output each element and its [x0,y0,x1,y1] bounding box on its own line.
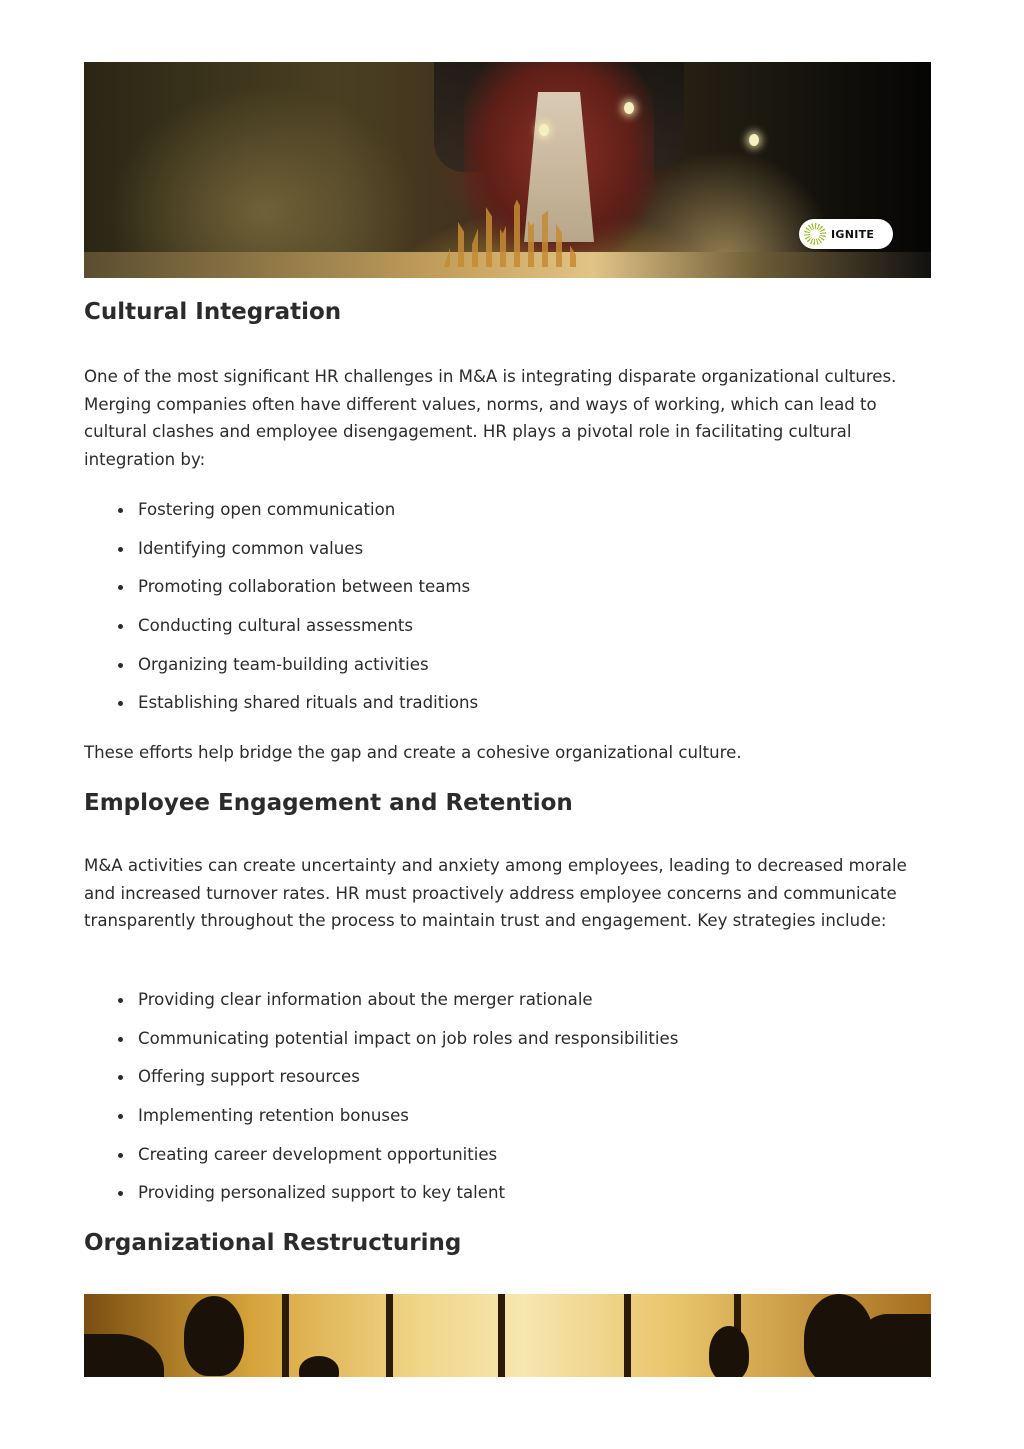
logo-text: IGNITE [831,227,875,241]
ignite-logo [799,219,893,249]
window-frame [282,1294,289,1377]
sun-icon [804,223,826,245]
window-frame [386,1294,393,1377]
silhouette [84,1334,164,1377]
section-heading: Organizational Restructuring [84,1230,462,1256]
list-item: Communicating potential impact on job roles and responsibilities [116,1027,916,1066]
list-item: Promoting collaboration between teams [116,575,916,614]
window-frame [624,1294,631,1377]
list-item: Implementing retention bonuses [116,1104,916,1143]
light-dot [749,134,759,146]
list-item: Providing clear information about the merger rationale [116,988,916,1027]
silhouette [184,1296,244,1376]
light-dot [539,124,549,136]
window-frame [498,1294,505,1377]
document-page [84,62,931,1256]
list-item: Establishing shared rituals and traditions [116,691,916,730]
list-item: Conducting cultural assessments [116,614,916,653]
boardroom-photo [84,1294,931,1377]
list-item: Offering support resources [116,1065,916,1104]
light-dot [624,102,634,114]
silhouette [709,1326,749,1377]
list-item: Organizing team-building activities [116,653,916,692]
list-item: Creating career development opportunities [116,1143,916,1182]
section-heading: Cultural Integration [84,299,342,325]
meeting-photo [84,62,931,278]
silhouette [299,1356,339,1377]
bullet-list [116,498,916,730]
section-intro: One of the most significant HR challenges in M&A is integrating disparate organizational cultures. Merging companies often have different values, norms, and ways of working, which can lead to cultural clashes and employee disengagement. HR plays a pivotal role in facilitating cultural integration by: [84,367,897,469]
list-item: Fostering open communication [116,498,916,537]
list-item: Identifying common values [116,537,916,576]
silhouette [859,1314,931,1377]
section-intro: M&A activities can create uncertainty and anxiety among employees, leading to decreased morale and increased turnover rates. HR must proactively address employee concerns and communicate transparently throughout the process to maintain trust and engagement. Key strategies include: [84,856,907,931]
list-item: Providing personalized support to key talent [116,1181,916,1220]
bullet-list [116,988,916,1220]
section-outro: These efforts help bridge the gap and create a cohesive organizational culture. [84,743,742,762]
section-heading: Employee Engagement and Retention [84,790,573,816]
